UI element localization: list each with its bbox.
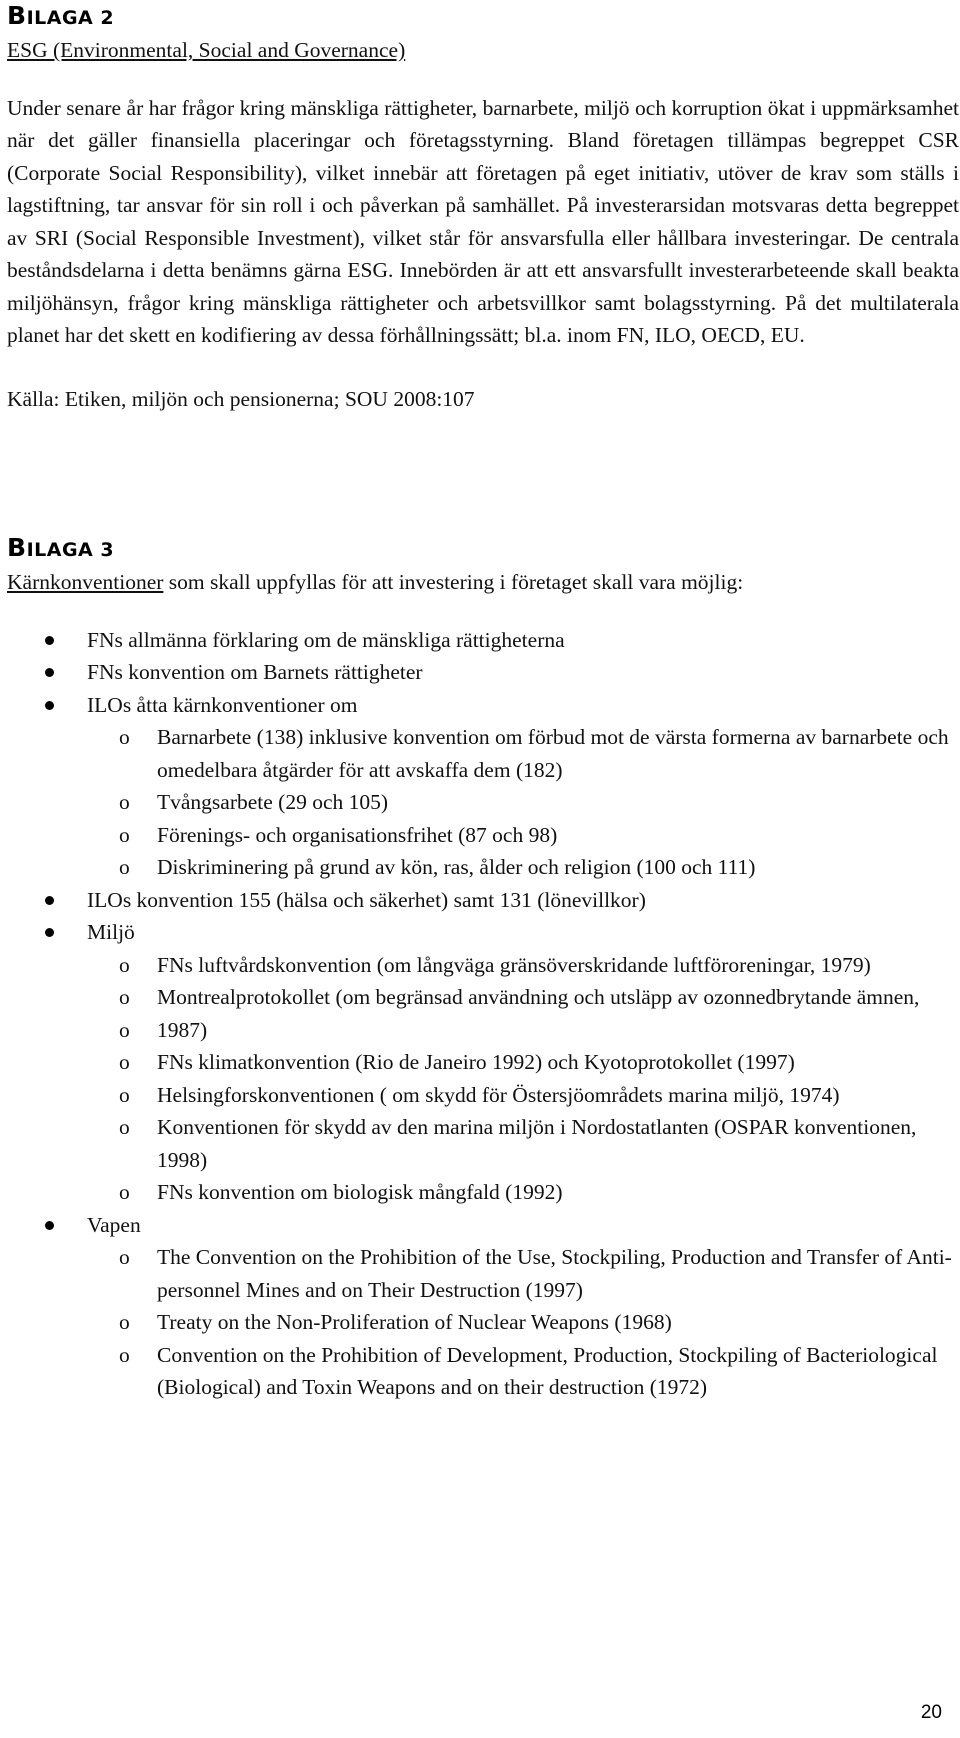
sub-bullet-icon: o: [119, 985, 130, 1009]
convention-subitem: [7, 1306, 952, 1339]
convention-subitem-label: Konventionen för skydd av den marina miljön i Nordostatlanten (OSPAR konventionen, 1998): [157, 1115, 917, 1172]
bilaga-2-heading: BILAGA 2: [7, 1, 115, 30]
convention-subitem: [7, 1339, 952, 1404]
sub-bullet-icon: o: [119, 855, 130, 879]
sub-bullet-icon: o: [119, 1342, 130, 1367]
convention-subitem: [7, 819, 952, 852]
convention-subitem: [7, 1079, 952, 1112]
convention-subitem-label: 1987): [157, 1017, 208, 1042]
bullet-icon: [45, 701, 54, 710]
convention-item: [7, 1209, 952, 1404]
bullet-icon: [45, 928, 54, 937]
convention-subitem-label: Diskriminering på grund av kön, ras, ålder och religion (100 och 111): [157, 855, 756, 879]
sub-bullet-icon: o: [119, 1082, 130, 1107]
convention-subitem: [7, 1111, 952, 1176]
bilaga-3-heading: BILAGA 3: [7, 533, 115, 562]
convention-item-label: Miljö: [87, 920, 135, 944]
convention-subitem: [7, 1176, 952, 1209]
bilaga-3-section: [7, 534, 952, 1404]
bilaga-2-source: Källa: Etiken, miljön och pensionerna; SOU 2008:107: [7, 386, 475, 411]
convention-item-label: Vapen: [87, 1212, 141, 1237]
convention-item-label: FNs konvention om Barnets rättigheter: [87, 660, 423, 684]
bullet-icon: [45, 896, 54, 905]
convention-subitem: [7, 949, 952, 982]
intro-rest: som skall uppfyllas för att investering i företaget skall vara möjlig:: [163, 570, 744, 594]
bilaga-2-body: Under senare år har frågor kring mänskliga rättigheter, barnarbete, miljö och korruption ökat i uppmärksamhet när det gäller finansiella placeringar och företagsstyrning. Bland företagen tillämpas begreppet CSR (Corporate Social Responsibility), vilket innebär att företagen på eget initiativ, utöver de krav som ställs i lagstiftning, tar ansvar för sin roll i och påverkan på samhället. På investerarsidan motsvaras detta begreppet av SRI (Social Responsible Investment), vilket står för ansvarsfulla eller hållbara investeringar. De centrala beståndsdelarna i detta benämns gärna ESG. Innebörden är att ett ansvarsfullt investerarbeteende skall beakta miljöhänsyn, frågor kring mänskliga rättigheter och arbetsvillkor samt bolagsstyrning. På det multilaterala planet har det skett en kodifiering av dessa förhållningssätt; bl.a. inom FN, ILO, OECD, EU.: [7, 95, 959, 347]
convention-subitem: [7, 851, 952, 884]
convention-item-label: ILOs åtta kärnkonventioner om: [87, 692, 358, 717]
convention-item: [7, 916, 952, 1209]
convention-sublist: [87, 949, 952, 1209]
sub-bullet-icon: o: [119, 952, 130, 977]
sub-bullet-icon: o: [119, 790, 130, 814]
sub-bullet-icon: o: [119, 1017, 130, 1042]
convention-subitem-label: Tvångsarbete (29 och 105): [157, 790, 389, 814]
bilaga-2-section: [7, 1, 959, 415]
bilaga-2-subtitle: ESG (Environmental, Social and Governance): [7, 38, 406, 62]
convention-sublist: [87, 1241, 952, 1404]
karnkonventioner-term: Kärnkonventioner: [7, 570, 164, 594]
convention-subitem: [7, 981, 952, 1014]
convention-subitem-label: Montrealprotokollet (om begränsad användning och utsläpp av ozonnedbrytande ämnen,: [157, 985, 920, 1009]
sub-bullet-icon: o: [119, 1310, 130, 1334]
convention-subitem: [7, 786, 952, 819]
convention-subitem-label: Helsingforskonventionen ( om skydd för Östersjöområdets marina miljö, 1974): [157, 1082, 840, 1107]
bullet-icon: [45, 668, 54, 677]
convention-subitem: [7, 1046, 952, 1079]
convention-subitem-label: Barnarbete (138) inklusive konvention om förbud mot de värsta formerna av barnarbete och omedelbara åtgärder för att avskaffa dem (182): [157, 725, 949, 782]
convention-subitem: [7, 1014, 952, 1047]
convention-sublist: [87, 721, 952, 884]
convention-subitem: [7, 1241, 952, 1306]
convention-subitem-label: FNs luftvårdskonvention (om långväga gränsöverskridande luftföroreningar, 1979): [157, 952, 871, 977]
bullet-icon: [45, 636, 54, 645]
sub-bullet-icon: o: [119, 822, 130, 847]
convention-subitem-label: The Convention on the Prohibition of the Use, Stockpiling, Production and Transfer of Anti-personnel Mines and on Their Destruction (1997): [157, 1245, 952, 1302]
sub-bullet-icon: o: [119, 725, 130, 749]
convention-subitem: [7, 721, 952, 786]
convention-subitem-label: Förenings- och organisationsfrihet (87 och 98): [157, 822, 558, 847]
bilaga-3-intro: [7, 566, 952, 599]
sub-bullet-icon: o: [119, 1245, 130, 1269]
sub-bullet-icon: o: [119, 1180, 130, 1204]
bullet-icon: [45, 1221, 54, 1230]
convention-item: [7, 656, 952, 689]
sub-bullet-icon: o: [119, 1115, 130, 1139]
convention-item-label: FNs allmänna förklaring om de mänskliga rättigheterna: [87, 627, 565, 652]
convention-subitem-label: FNs klimatkonvention (Rio de Janeiro 1992) och Kyotoprotokollet (1997): [157, 1050, 795, 1074]
convention-subitem-label: Treaty on the Non-Proliferation of Nuclear Weapons (1968): [157, 1310, 672, 1334]
page-number: 20: [920, 1702, 942, 1723]
convention-item: [7, 624, 952, 657]
convention-subitem-label: FNs konvention om biologisk mångfald (1992): [157, 1180, 563, 1204]
convention-subitem-label: Convention on the Prohibition of Development, Production, Stockpiling of Bacteriological (Biological) and Toxin Weapons and on their destruction (1972): [157, 1342, 938, 1399]
convention-item-label: ILOs konvention 155 (hälsa och säkerhet) samt 131 (lönevillkor): [87, 887, 646, 912]
convention-item: [7, 884, 952, 917]
conventions-list: [7, 624, 952, 1404]
sub-bullet-icon: o: [119, 1050, 130, 1074]
convention-item: [7, 689, 952, 884]
